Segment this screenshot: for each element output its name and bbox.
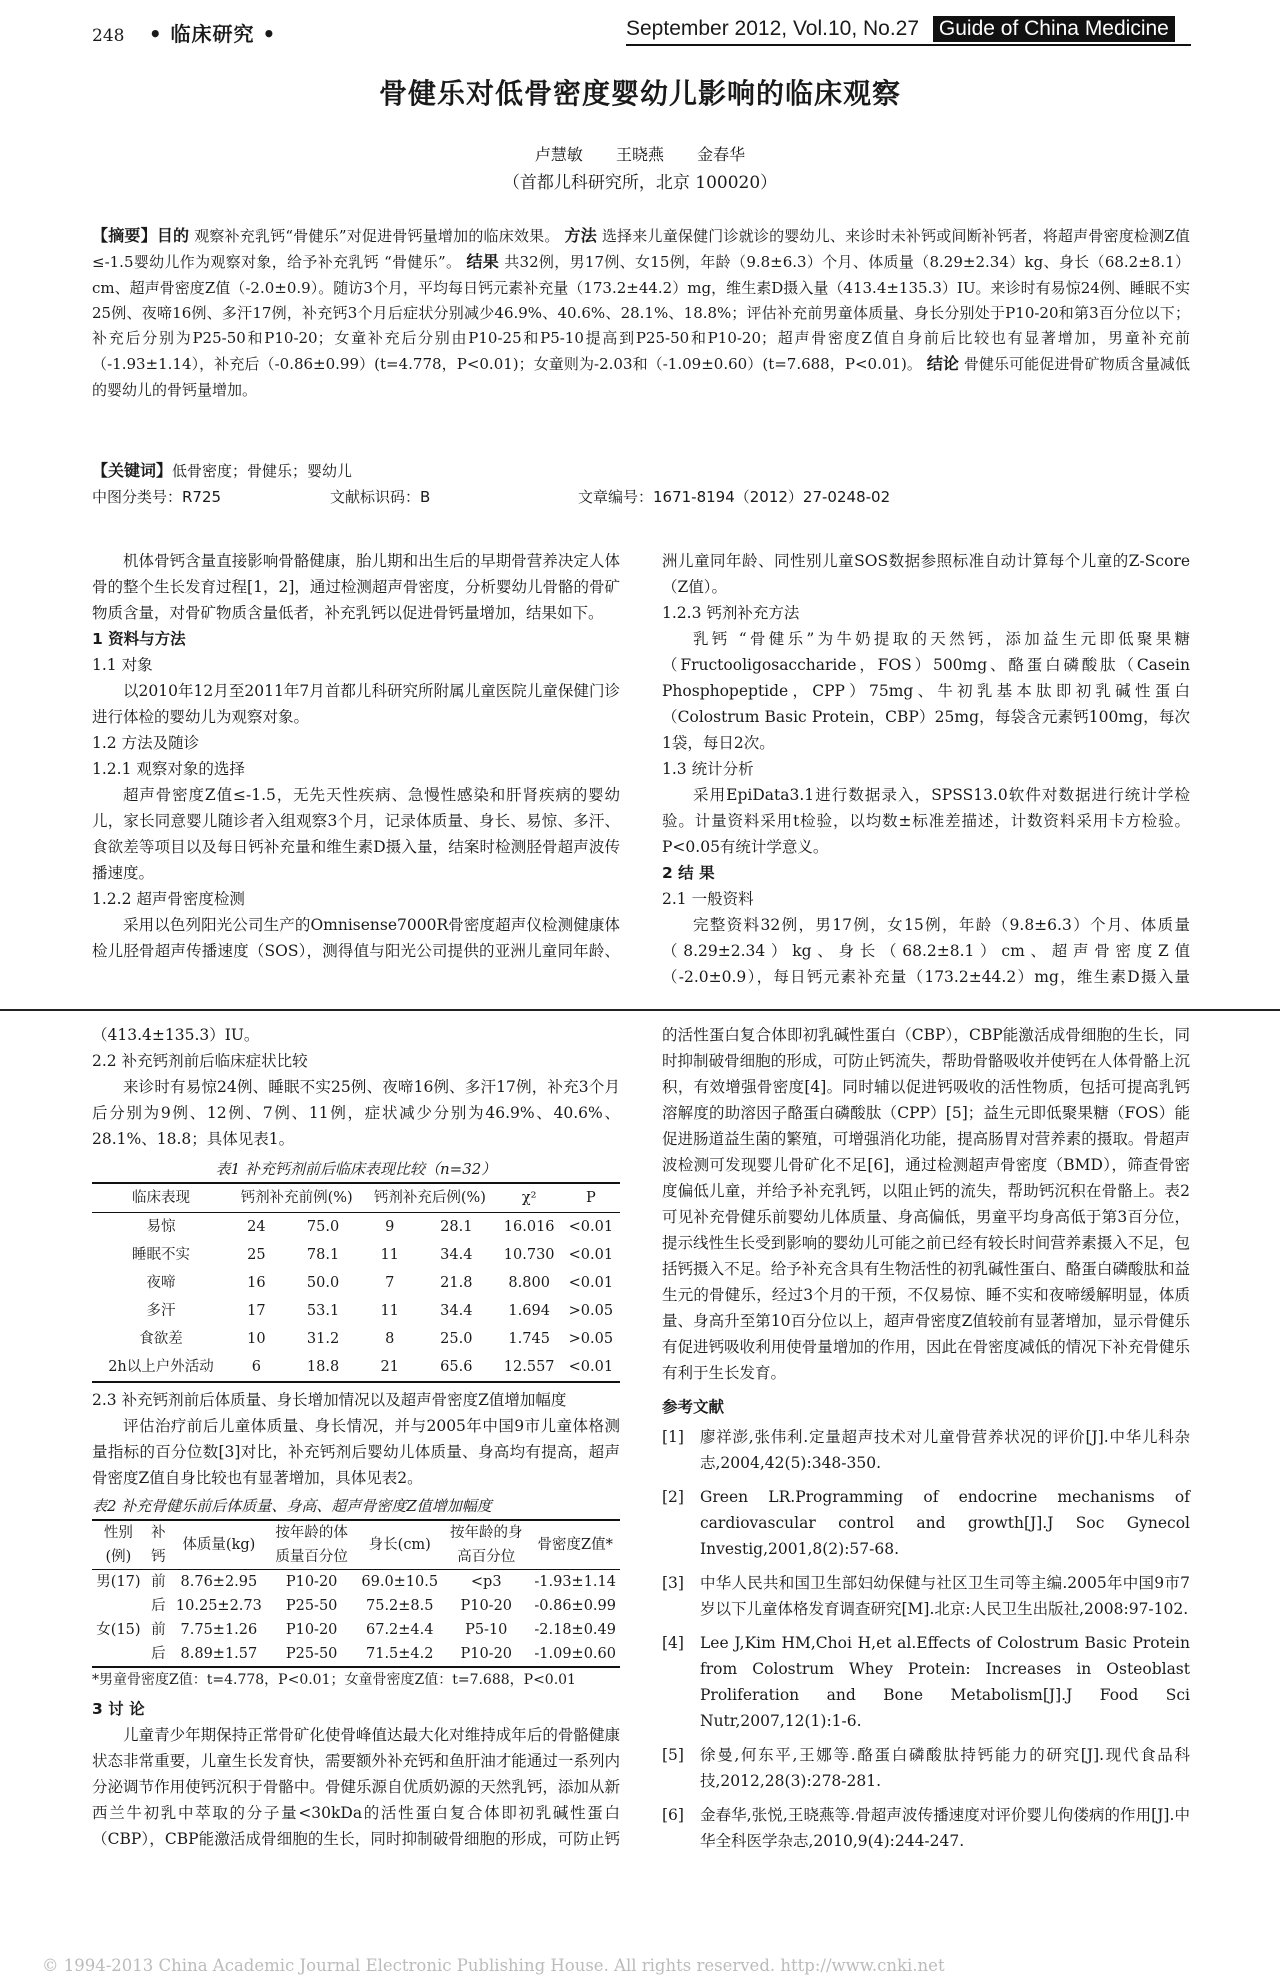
reference-item [662, 1424, 1190, 1476]
reference-number: [1] [662, 1428, 684, 1446]
intro-paragraph: 机体骨钙含量直接影响骨骼健康，胎儿期和出生后的早期骨营养决定人体骨的整个生长发育过程[1，2]，通过检测超声骨密度，分析婴幼儿骨骼的骨矿物质含量，对骨矿物质含量低者，补充乳钙以促进骨钙量增加，结果如下。 [92, 552, 620, 622]
table-cell: 前 [151, 1574, 166, 1590]
table-cell: -0.86±0.99 [534, 1598, 616, 1614]
table-cell: -1.09±0.60 [534, 1646, 616, 1662]
table-cell: P10-20 [460, 1646, 513, 1662]
table-cell: >0.05 [568, 1331, 614, 1347]
table-cell: 8.76±2.95 [180, 1574, 258, 1590]
table-cell: 10.730 [503, 1247, 555, 1263]
page-divider [0, 1009, 1280, 1011]
table-cell: <p3 [470, 1574, 502, 1590]
subsection-heading: 1.2 方法及随诊 [92, 734, 200, 752]
table-cell: 50.0 [306, 1275, 340, 1291]
table2-header: 体质量(kg) [182, 1537, 256, 1553]
table-cell: 21.8 [440, 1275, 473, 1291]
paragraph: 采用EpiData3.1进行数据录入，SPSS13.0软件对数据进行统计学检验。计量资料采用t检验，以均数±标准差描述，计数资料采用卡方检验。P<0.05有统计学意义。 [662, 786, 1190, 856]
paragraph: 完整资料32例，男17例，女15例，年龄（9.8±6.3）个月、体质量（8.29±2.34）kg、身长（68.2±8.1）cm、超声骨密度Z值（-2.0±0.9），每日钙元素补充量（173.2±44.2）mg，维生素D摄入量 [662, 916, 1190, 986]
table-cell: <0.01 [568, 1275, 614, 1291]
table1-header: χ² [521, 1190, 537, 1206]
table2-header: 按年龄的体质量百分位 [275, 1525, 348, 1565]
reference-item [662, 1630, 1190, 1734]
table-cell: 前 [151, 1622, 166, 1638]
table-cell: 12.557 [503, 1359, 555, 1375]
section-heading: 1 资料与方法 [92, 630, 186, 648]
page-header-right [626, 16, 1175, 42]
table-cell [92, 1642, 145, 1667]
paragraph: 超声骨密度Z值≤-1.5，无先天性疾病、急慢性感染和肝肾疾病的婴幼儿，家长同意婴儿随诊者入组观察3个月，记录体质量、身长、易惊、多汗、食欲差等项目以及每日钙补充量和维生素D摄入量，结案时检测胫骨超声波传播速度。 [92, 786, 620, 882]
table2-note: *男童骨密度Z值：t=4.778，P<0.01；女童骨密度Z值：t=7.688，P<0.01 [92, 1672, 576, 1688]
table-cell: 男(17) [96, 1574, 141, 1590]
table-cell: 21 [380, 1359, 399, 1375]
reference-number: [2] [662, 1488, 684, 1506]
table-cell: 6 [251, 1359, 262, 1375]
table-cell: 16.016 [503, 1219, 555, 1235]
article-number: 文章编号：1671-8194（2012）27-0248-02 [578, 488, 891, 506]
table2-row [92, 1570, 620, 1595]
section-heading: 3 讨 论 [92, 1700, 145, 1718]
results-label: 结果 [466, 252, 500, 272]
table-cell: P10-20 [285, 1574, 338, 1590]
table1-row [92, 1297, 620, 1325]
keywords-label: 【关键词】 [92, 461, 173, 480]
table-cell: 10.25±2.73 [175, 1598, 262, 1614]
page-header-left [92, 18, 276, 47]
authors: 卢慧敏 王晓燕 金春华 [534, 145, 746, 164]
header-rule [626, 44, 1191, 46]
upper-right-column [662, 548, 1190, 990]
table1-header: P [586, 1190, 596, 1206]
table-cell: P25-50 [285, 1598, 338, 1614]
subsection-heading: 1.2.1 观察对象的选择 [92, 760, 245, 778]
subsection-heading: 1.3 统计分析 [662, 760, 754, 778]
table-cell: 75.2±8.5 [366, 1598, 434, 1614]
keywords [92, 458, 1190, 481]
table-cell: 7.75±1.26 [180, 1622, 258, 1638]
references-heading: 参考文献 [662, 1398, 725, 1416]
table1-row [92, 1269, 620, 1297]
results-text: 共32例，男17例、女15例，年龄（9.8±6.3）个月、体质量（8.29±2.34）kg、身长（68.2±8.1）cm、超声骨密度Z值（-2.0±0.9）。随访3个月，平均每日钙元素补充量（173.2±44.2）mg，维生素D摄入量（413.4±135.3）IU。来诊时有易惊24例、睡眠不实25例、夜啼16例、多汗17例，补充钙3个月后症状分别减少46.9%、40.6%、28.1%、18.8%；评估补充前男童体质量、身长分别处于P10-20和第3百分位以下；补充后分别为P25-50和P10-20；女童补充后分别由P10-25和P5-10提高到P25-50和P10-20；超声骨密度Z值自身前后比较也有显著增加，男童补充前（-1.93±1.14），补充后（-0.86±0.99）(t=4.778，P<0.01)；女童则为-2.03和（-1.09±0.60）(t=7.688，P<0.01)。 [92, 253, 1190, 374]
paragraph: 采用以色列阳光公司生产的Omnisense7000R骨密度超声仪检测健康体检儿胫骨超声传播速度（SOS），测得值与阳光公司提供的亚洲儿童同年龄、 [92, 916, 620, 960]
table2-header: 身长(cm) [368, 1537, 431, 1553]
table-cell: 夜啼 [146, 1275, 176, 1291]
subsection-heading: 2.2 补充钙剂前后临床症状比较 [92, 1052, 308, 1070]
subsection-heading: 1.2.3 钙剂补充方法 [662, 604, 800, 622]
conclusion-text: 骨健乐可能促进骨矿物质含量减低的婴幼儿的骨钙量增加。 [92, 355, 1190, 399]
section-label: • 临床研究 • [148, 22, 277, 46]
subsection-heading: 1.1 对象 [92, 656, 153, 674]
lower-left-column [92, 1022, 620, 1852]
clc-number: 中图分类号：R725 [92, 488, 222, 506]
subsection-heading: 1.2.2 超声骨密度检测 [92, 890, 245, 908]
table-cell: 24 [247, 1219, 266, 1235]
reference-text: 徐曼,何东平,王娜等.酪蛋白磷酸肽持钙能力的研究[J].现代食品科技,2012,28(3):278-281. [700, 1746, 1190, 1790]
reference-text: 廖祥澎,张伟利.定量超声技术对儿童骨营养状况的评价[J].中华儿科杂志,2004,42(5):348-350. [700, 1428, 1190, 1472]
table2-row [92, 1594, 620, 1618]
copyright-footer: © 1994-2013 China Academic Journal Electronic Publishing House. All rights reserved. http://www.cnki.net [42, 1956, 945, 1975]
abstract-label: 【摘要】 [92, 226, 157, 245]
table1-row [92, 1325, 620, 1353]
table-cell: <0.01 [568, 1219, 614, 1235]
table-cell: >0.05 [568, 1303, 614, 1319]
table-cell: 后 [151, 1646, 166, 1662]
paragraph-continued: （413.4±135.3）IU。 [92, 1026, 260, 1044]
table1-header: 钙剂补充前例(%) [240, 1190, 353, 1206]
objective-label: 目的 [156, 226, 190, 245]
journal-name: Guide of China Medicine [933, 16, 1175, 42]
table1-body [92, 1213, 620, 1383]
table-cell: 1.694 [508, 1303, 550, 1319]
table-cell: 53.1 [306, 1303, 340, 1319]
table-cell: 9 [385, 1219, 395, 1235]
reference-item [662, 1570, 1190, 1622]
reference-number: [5] [662, 1746, 684, 1764]
table-cell: P25-50 [285, 1646, 338, 1662]
reference-number: [6] [662, 1806, 684, 1824]
lower-right-column [662, 1022, 1190, 1862]
issue-info: September 2012, Vol.10, No.27 [626, 17, 920, 40]
paragraph: 来诊时有易惊24例、睡眠不实25例、夜啼16例、多汗17例，补充3个月后分别为9例、12例、7例、11例，症状减少分别为46.9%、40.6%、28.1%、18.8；具体见表1。 [92, 1078, 620, 1148]
affiliation: （首都儿科研究所，北京 100020） [502, 173, 778, 193]
table2-caption: 表2 补充骨健乐前后体质量、身高、超声骨密度Z值增加幅度 [92, 1497, 492, 1515]
table-cell: 睡眠不实 [132, 1247, 190, 1263]
conclusion-label: 结论 [926, 354, 959, 374]
table2-header: 性别(例) [103, 1525, 133, 1565]
table-cell: 8.89±1.57 [180, 1646, 258, 1662]
table2-body [92, 1570, 620, 1668]
reference-list [662, 1424, 1190, 1854]
table-cell: 28.1 [440, 1219, 473, 1235]
table-cell: 75.0 [306, 1219, 340, 1235]
upper-left-column [92, 548, 620, 964]
reference-number: [4] [662, 1634, 684, 1652]
abstract [92, 223, 1190, 403]
table-cell: 后 [151, 1598, 166, 1614]
section-heading: 2 结 果 [662, 864, 715, 882]
table-cell: 34.4 [440, 1247, 473, 1263]
table1-header: 钙剂补充后例(%) [373, 1190, 486, 1206]
paragraph-continued: 洲儿童同年龄、同性别儿童SOS数据参照标准自动计算每个儿童的Z-Score（Z值）。 [662, 552, 1190, 596]
reference-text: 中华人民共和国卫生部妇幼保健与社区卫生司等主编.2005年中国9市7岁以下儿童体格发育调查研究[M].北京:人民卫生出版社,2008:97-102. [700, 1574, 1190, 1618]
table2-header: 骨密度Z值* [537, 1537, 613, 1553]
table-cell: 65.6 [440, 1359, 473, 1375]
table1-caption: 表1 补充钙剂前后临床表现比较（n=32） [215, 1160, 497, 1178]
table-cell: <0.01 [568, 1359, 614, 1375]
table-cell: 8.800 [508, 1275, 550, 1291]
table2-header: 按年龄的身高百分位 [450, 1525, 523, 1565]
table-cell: 71.5±4.2 [366, 1646, 434, 1662]
table-cell: 17 [247, 1303, 266, 1319]
table-cell: 多汗 [146, 1303, 176, 1319]
table-cell: 31.2 [306, 1331, 340, 1347]
table-cell: 10 [247, 1331, 266, 1347]
methods-label: 方法 [564, 226, 597, 245]
table-cell: 25 [247, 1247, 266, 1263]
table-cell: 11 [380, 1303, 399, 1319]
table-cell: 8 [385, 1331, 395, 1347]
table2-row [92, 1642, 620, 1667]
table1-row [92, 1241, 620, 1269]
table-cell [92, 1594, 145, 1618]
page-number: 248 [92, 26, 125, 46]
reference-text: Green LR.Programming of endocrine mechanisms of cardiovascular control and growth[J].J Soc Gynecol Investig,2001,8(2):57-68. [700, 1488, 1190, 1558]
table-cell: 易惊 [146, 1219, 176, 1235]
table-cell: P10-20 [460, 1598, 513, 1614]
table2-header: 补钙 [151, 1525, 166, 1565]
subsection-heading: 2.1 一般资料 [662, 890, 754, 908]
table-cell: <0.01 [568, 1247, 614, 1263]
reference-item [662, 1802, 1190, 1854]
table-cell: -2.18±0.49 [534, 1622, 616, 1638]
document-code: 文献标识码：B [330, 488, 431, 506]
reference-number: [3] [662, 1574, 684, 1592]
subsection-heading: 2.3 补充钙剂前后体质量、身长增加情况以及超声骨密度Z值增加幅度 [92, 1391, 567, 1409]
reference-text: Lee J,Kim HM,Choi H,et al.Effects of Colostrum Basic Protein from Colostrum Whey Protein: Increases in Osteoblast Proliferation and Bone Metabolism[J].J Food Sci Nutr,2007,12(1):1-6. [700, 1634, 1190, 1730]
table2-row [92, 1618, 620, 1642]
paragraph: 乳钙 “骨健乐”为牛奶提取的天然钙，添加益生元即低聚果糖（Fructooligosaccharide，FOS）500mg、酪蛋白磷酸肽（Casein Phosphopeptide，CPP）75mg、牛初乳基本肽即初乳碱性蛋白（Colostrum Basic Protein，CBP）25mg，每袋含元素钙100mg，每次1袋，每日2次。 [662, 630, 1190, 752]
paragraph: 儿童青少年期保持正常骨矿化使骨峰值达最大化对维持成年后的骨骼健康状态非常重要，儿童生长发育快，需要额外补充钙和鱼肝油才能通过一系列内分泌调节作用使钙沉积于骨骼中。骨健乐源自优质奶源的天然乳钙，添加从新西兰牛初乳中萃取的分子量<30kDa的活性蛋白复合体即初乳碱性蛋白（CBP），CBP能激活成骨细胞的生长，同时抑制破骨细胞的形成，可防止钙 [92, 1726, 620, 1848]
table-cell: 11 [380, 1247, 399, 1263]
table-cell: 18.8 [306, 1359, 340, 1375]
table-cell: 食欲差 [139, 1331, 183, 1347]
table-cell: 1.745 [508, 1331, 550, 1347]
table1-row [92, 1213, 620, 1242]
table-cell: 2h以上户外活动 [108, 1359, 214, 1375]
table1-row [92, 1353, 620, 1382]
table-cell: 67.2±4.4 [366, 1622, 434, 1638]
table-cell: -1.93±1.14 [534, 1574, 616, 1590]
reference-item [662, 1484, 1190, 1562]
table-cell: P10-20 [285, 1622, 338, 1638]
keywords-text: 低骨密度；骨健乐；婴幼儿 [172, 462, 353, 480]
table-cell: 7 [385, 1275, 395, 1291]
table1-header: 临床表现 [132, 1190, 190, 1206]
paragraph: 评估治疗前后儿童体质量、身长情况，并与2005年中国9市儿童体格测量指标的百分位数[3]对比，补充钙剂后婴幼儿体质量、身高均有提高，超声骨密度Z值自身比较也有显著增加，具体见表2。 [92, 1417, 620, 1487]
methods-text: 选择来儿童保健门诊就诊的婴幼儿、来诊时未补钙或间断补钙者，将超声骨密度检测Z值≤-1.5婴幼儿作为观察对象，给予补充乳钙 “骨健乐”。 [92, 227, 1190, 272]
article-title: 骨健乐对低骨密度婴幼儿影响的临床观察 [378, 77, 901, 110]
table-cell: P5-10 [465, 1622, 508, 1638]
paragraph-continued: 的活性蛋白复合体即初乳碱性蛋白（CBP），CBP能激活成骨细胞的生长，同时抑制破骨细胞的形成，可防止钙流失，帮助骨骼吸收并使钙在人体骨骼上沉积，有效增强骨密度[4]。同时辅以促进钙吸收的活性物质，包括可提高乳钙溶解度的助溶因子酪蛋白磷酸肽（CPP）[5]；益生元即低聚果糖（FOS）能促进肠道益生菌的繁殖，可增强消化功能，提高肠胃对营养素的摄取。骨超声波检测可发现婴儿骨矿化不足[6]，通过检测超声骨密度（BMD），筛查骨密度偏低儿童，并给予补充乳钙，以阻止钙的流失，帮助钙沉积在骨骼上。表2可见补充骨健乐前婴幼儿体质量、身高偏低，男童平均身高低于第3百分位，提示线性生长受到影响的婴幼儿可能之前已经有较长时间营养素摄入不足，包括钙摄入不足。给予补充含具有生物活性的初乳碱性蛋白、酪蛋白磷酸肽和益生元的骨健乐，经过3个月的干预，不仅易惊、睡不实和夜啼缓解明显，体质量、身高升至第10百分位以上，超声骨密度Z值较前有显著增加，显示骨健乐有促进钙吸收利用使骨量增加的作用，因此在骨密度减低的情况下补充骨健乐有利于生长发育。 [662, 1026, 1190, 1382]
reference-item [662, 1742, 1190, 1794]
table-cell: 25.0 [440, 1331, 473, 1347]
table-cell: 女(15) [96, 1622, 141, 1638]
table1 [92, 1182, 620, 1383]
paragraph: 以2010年12月至2011年7月首都儿科研究所附属儿童医院儿童保健门诊进行体检的婴幼儿为观察对象。 [92, 682, 620, 726]
table-cell: 16 [247, 1275, 266, 1291]
table-cell: 78.1 [306, 1247, 340, 1263]
objective-text: 观察补充乳钙“骨健乐”对促进骨钙量增加的临床效果。 [194, 227, 560, 245]
table-cell: 69.0±10.5 [361, 1574, 439, 1590]
table-cell: 34.4 [440, 1303, 473, 1319]
table2 [92, 1519, 620, 1668]
reference-text: 金春华,张悦,王晓燕等.骨超声波传播速度对评价婴儿佝偻病的作用[J].中华全科医学杂志,2010,9(4):244-247. [700, 1806, 1190, 1850]
